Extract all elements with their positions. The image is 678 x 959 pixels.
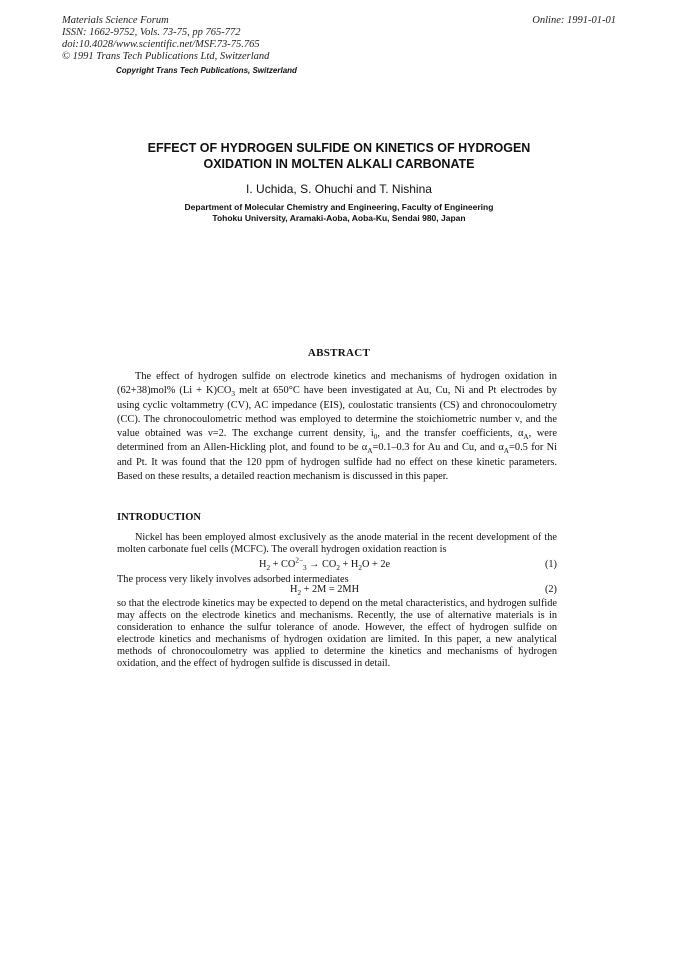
eq-sub: 3 [302, 564, 307, 573]
eq-text: O + 2e [361, 559, 391, 570]
abstract-text: =0.5 for Ni and Pt. It was found that the 120 ppm of hydrogen sulfide had no effect on these kinetic parameters. Based on these results, a detailed reaction mechanism is discussed in this paper. [117, 442, 558, 483]
intro-paragraph-1-text: Nickel has been employed almost exclusively as the anode material in the recent development of the molten carbonate fuel cells (MCFC). The overall hydrogen oxidation reaction is [117, 532, 557, 555]
eq-text: + CO [270, 559, 296, 570]
abstract-text: The effect of hydrogen sulfide on electrode kinetics and mechanisms of hydrogen oxidation in (62+38)mol% (Li + K)CO [117, 371, 557, 397]
authors: I. Uchida, S. Ohuchi and T. Nishina [246, 182, 432, 196]
abstract-sub: A [367, 447, 373, 456]
issn-line: ISSN: 1662-9752, Vols. 73-75, pp 765-772 [62, 27, 241, 38]
eq-text: H [259, 559, 267, 570]
equation-2-expression [290, 584, 360, 598]
eq-sub: 2 [358, 564, 362, 573]
abstract-sub: A [503, 447, 510, 456]
affiliation-line-1: Department of Molecular Chemistry and Engineering, Faculty of Engineering [184, 202, 494, 212]
title-line-2: OXIDATION IN MOLTEN ALKALI CARBONATE [203, 157, 475, 171]
intro-paragraph-1 [117, 532, 557, 556]
equation-2-number: (2) [544, 584, 557, 595]
abstract-sub: A [523, 433, 529, 442]
copyright-stamp: Copyright Trans Tech Publications, Switzerland [116, 66, 297, 75]
abstract-heading: ABSTRACT [307, 347, 371, 359]
abstract-text: =0.1–0.3 for Au and Cu, and α [372, 442, 504, 454]
abstract-paragraph [117, 370, 557, 484]
online-date: Online: 1991-01-01 [532, 15, 616, 26]
journal-name: Materials Science Forum [62, 15, 169, 26]
eq-sub: 2 [297, 589, 302, 598]
affiliation [100, 202, 578, 224]
eq-text: H [290, 584, 298, 595]
abstract-sub: 3 [231, 390, 236, 399]
equation-1-number: (1) [544, 559, 557, 570]
eq-sub: 2 [266, 564, 271, 573]
eq-text: → CO [306, 559, 337, 570]
abstract-sub: 0 [373, 433, 378, 442]
eq-text: + H [339, 559, 359, 570]
intro-paragraph-2 [117, 598, 557, 670]
affiliation-line-2: Tohoku University, Aramaki-Aoba, Aoba-Ku, Sendai 980, Japan [212, 213, 466, 223]
eq-sub: 2 [336, 564, 340, 573]
abstract-text: melt at 650°C have been investigated at Au, Cu, Ni and Pt electrodes by using cyclic voltammetry (CV), AC impedance (EIS), coulostatic transients (CS) and chronocoulometry (CC). The chronocoulometric method was employed to determine the stoichiometric number ν, and the value obtained was ν=2. The exchange current density, i [117, 385, 557, 440]
equation-1-expression [259, 556, 391, 573]
intro-paragraph-2-text: so that the electrode kinetics may be expected to depend on the metal characteristics, and hydrogen sulfide may affects on the electrode kinetics and mechanisms. Recently, the use of alternative materials is in consideration to enhance the sulfur tolerance of anode. However, the effect of hydrogen sulfide on electrode kinetics and mechanisms of hydrogen oxidation are limited. In this paper, a new analytical methods of chronocoulometry was applied to determine the kinetics and mechanisms of hydrogen oxidation, and the effect of hydrogen sulfide is discussed in detail. [117, 598, 557, 669]
abstract-text: , were determined from an Allen-Hickling plot, and found to be α [117, 428, 557, 454]
doi-line: doi:10.4028/www.scientific.net/MSF.73-75.765 [62, 39, 260, 50]
abstract-body [117, 370, 557, 484]
publisher-line: © 1991 Trans Tech Publications Ltd, Switzerland [62, 51, 270, 62]
paper-title [100, 140, 578, 172]
title-line-1: EFFECT OF HYDROGEN SULFIDE ON KINETICS OF HYDROGEN [147, 141, 531, 155]
abstract-text: , and the transfer coefficients, α [377, 428, 524, 440]
eq-text: + 2M = 2MH [301, 584, 360, 595]
intro-line-between: The process very likely involves adsorbed intermediates [117, 574, 349, 585]
publication-meta [62, 15, 269, 63]
eq-sup: 2− [295, 556, 303, 565]
introduction-heading: INTRODUCTION [117, 512, 202, 523]
